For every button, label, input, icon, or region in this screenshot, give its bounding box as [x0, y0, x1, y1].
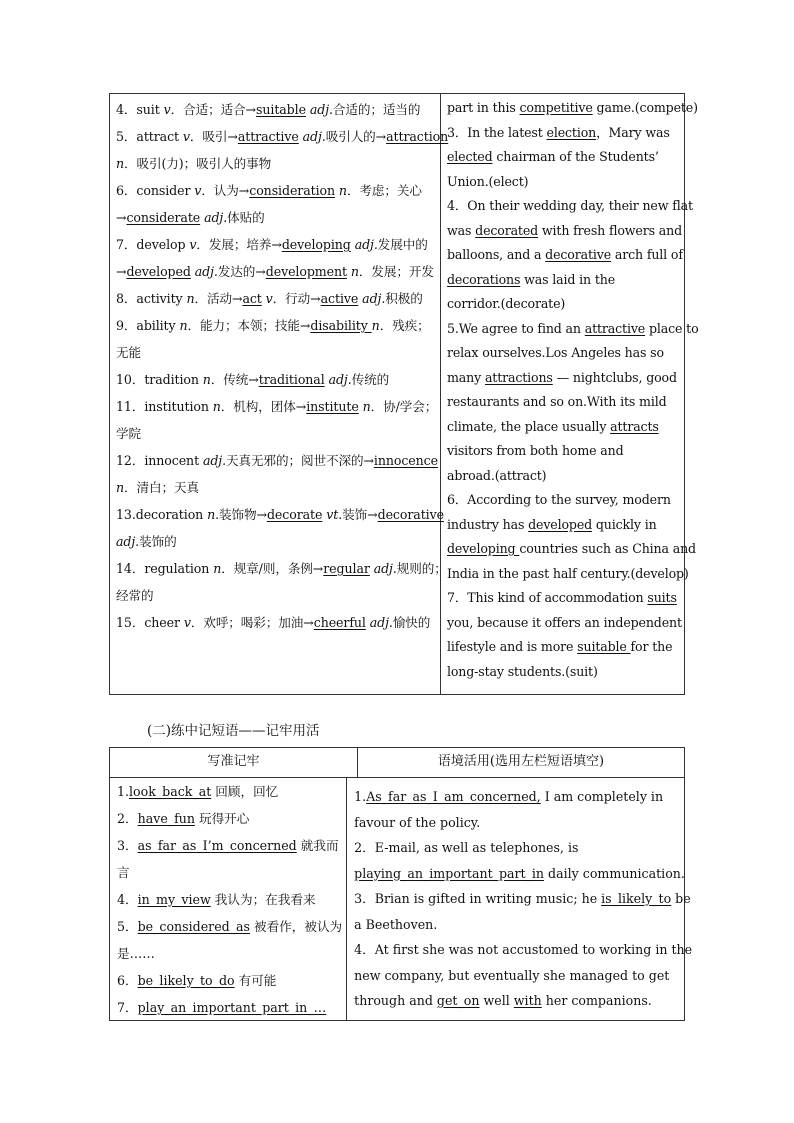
text-run: ．吸引(力)；吸引人的事物 [124, 156, 272, 171]
answer-blank: election [546, 124, 597, 140]
answer-blank: suits [647, 590, 677, 605]
text-line [354, 937, 692, 963]
text-run: n [371, 318, 380, 333]
text-run: adj. [194, 264, 218, 279]
text-run: 装饰→ [342, 507, 378, 522]
text-run: 5． [117, 919, 138, 934]
text-run: industry has [447, 516, 529, 532]
text-run: ．机构，团体→ [220, 399, 307, 414]
text-run: 发展中的 [377, 237, 428, 252]
text-line [116, 123, 449, 150]
text-run: ．规章/则，条例→ [221, 561, 324, 576]
text-line [447, 170, 699, 195]
text-line [354, 988, 692, 1014]
text-run: n [116, 156, 125, 171]
text-run: ．能力；本领；技能→ [187, 318, 311, 333]
phrase-right-column [347, 778, 698, 1021]
text-run: n [207, 507, 216, 522]
text-run: 11．institution [116, 399, 213, 414]
text-run: 13.decoration [116, 507, 208, 522]
answer-blank: with [513, 993, 542, 1008]
text-run: visitors from both home and [447, 443, 624, 458]
text-line [117, 940, 342, 967]
phrase-left-column [110, 778, 347, 1021]
text-run: 我认为；在我看来 [210, 892, 316, 907]
answer-blank: attraction [386, 129, 449, 144]
text-line [447, 341, 699, 366]
text-line [117, 832, 342, 859]
text-line [354, 886, 692, 912]
text-line [447, 219, 699, 244]
text-line [354, 784, 692, 810]
text-line [447, 390, 699, 415]
answer-blank: developing [281, 237, 351, 252]
text-line [116, 231, 436, 258]
text-line [117, 967, 342, 994]
text-run: ．残疾； [379, 318, 430, 333]
text-run: 7．This kind of accommodation [447, 590, 648, 605]
text-run: through and [354, 993, 437, 1008]
text-run: adj. [202, 453, 227, 468]
text-run: ．行动→ [272, 291, 321, 306]
text-run: adj. [302, 129, 326, 144]
text-line [447, 537, 699, 562]
phrase-table-header [110, 748, 684, 778]
answer-blank: innocence [373, 453, 438, 468]
answer-blank: developed [528, 516, 593, 532]
text-line [447, 513, 699, 538]
answer-blank: competitive [519, 100, 593, 115]
text-run: v [163, 102, 171, 117]
text-run: ．合适；适合→ [170, 102, 257, 117]
text-run: 装饰的 [139, 534, 177, 549]
answer-blank: decorative [377, 507, 444, 522]
answer-blank: have_fun [137, 811, 195, 826]
answer-blank: developing [447, 541, 520, 556]
text-line [117, 913, 342, 940]
text-run: long-stay students.(suit) [447, 663, 598, 679]
text-line [116, 609, 436, 636]
text-line [447, 317, 699, 342]
text-line [447, 586, 699, 611]
answer-blank: in_my_view [137, 892, 211, 907]
text-run: ．活动→ [194, 291, 243, 306]
text-line [116, 420, 436, 447]
text-run: 4．At first she was not accustomed to working in the [354, 942, 693, 957]
answer-blank: be_likely_to_do [137, 973, 235, 988]
text-run: relax ourselves.Los Angeles has so [447, 345, 664, 360]
text-run: 愉快的 [392, 615, 431, 630]
text-run: arch full of [611, 247, 683, 262]
vocab-right-column [441, 94, 703, 694]
text-run: 合适的；适当的 [332, 102, 421, 117]
text-run: 2．E-mail, as well as telephones, is [354, 840, 579, 855]
answer-blank: suitable [577, 639, 631, 654]
text-run: adj. [116, 534, 140, 549]
text-run: adj. [369, 615, 393, 630]
text-run: ．发展；开发 [358, 264, 434, 279]
text-run: 9．ability [116, 318, 180, 333]
text-run: 5.We agree to find an [447, 320, 585, 336]
answer-blank: decorate [266, 507, 323, 522]
answer-blank: disability [310, 318, 372, 333]
header-right: 语境活用(选用左栏短语填空) [437, 754, 605, 769]
text-line [447, 488, 699, 513]
text-line [447, 121, 699, 146]
text-run: corridor.(decorate) [447, 296, 566, 311]
answer-blank: is_likely_to [601, 891, 672, 906]
text-run: ．吸引→ [189, 129, 238, 144]
text-run: n [186, 291, 195, 306]
text-run: 体贴的 [227, 210, 265, 225]
text-line [116, 366, 436, 393]
text-run: favour of the policy. [354, 814, 481, 830]
text-line [354, 963, 692, 989]
text-run: 4．suit [116, 102, 164, 117]
text-run: 6．consider [116, 183, 195, 198]
text-run: 学院 [116, 426, 141, 441]
text-run: India in the past half century.(develop) [447, 565, 689, 581]
text-run: 14．regulation [116, 561, 214, 576]
answer-blank: development [265, 264, 347, 279]
text-line [116, 285, 436, 312]
text-run: 15．cheer [116, 615, 184, 630]
text-run: 1. [117, 784, 130, 799]
text-run: vt. [326, 507, 343, 522]
phrase-table [109, 747, 693, 1021]
text-run: ．协/学会； [370, 399, 438, 414]
answer-blank: traditional [258, 372, 325, 387]
text-run: n [338, 183, 347, 198]
text-run: 被看作，被认为 [249, 919, 343, 934]
text-run: 言 [117, 865, 130, 880]
text-run: Union.(elect) [447, 173, 529, 189]
text-run: restaurants and so on.With its mild [447, 394, 667, 409]
text-run: climate, the place usually [447, 418, 611, 434]
answer-blank: as_far_as_I’m_concerned [137, 838, 297, 853]
text-run: place to [645, 320, 699, 336]
text-run: v [265, 291, 273, 306]
text-run: v [183, 615, 191, 630]
text-run: n [213, 561, 222, 576]
vocab-table [109, 93, 699, 695]
text-line [447, 562, 699, 587]
text-run: 是…… [117, 946, 155, 961]
answer-blank: elected [447, 149, 493, 164]
text-run: 就我而 [296, 838, 339, 853]
text-line [447, 243, 699, 268]
text-line [117, 886, 342, 913]
text-line [447, 635, 699, 660]
text-line [116, 204, 436, 231]
text-line [116, 474, 436, 501]
text-run: 天真无邪的；阅世不深的→ [226, 453, 374, 468]
text-run: 积极的 [385, 291, 423, 306]
text-line [116, 555, 447, 582]
text-run: be [671, 891, 691, 906]
answer-blank: attracts [610, 418, 659, 434]
header-left: 写准记牢 [110, 748, 358, 777]
text-line [447, 464, 699, 489]
text-run: part in this [447, 100, 520, 115]
text-line [116, 150, 436, 177]
text-run: ，Mary was [596, 124, 670, 140]
text-run: 7．develop [116, 237, 190, 252]
text-run: n [362, 399, 371, 414]
text-line [117, 859, 342, 886]
text-run: her companions. [541, 993, 652, 1008]
text-run: ．发展；培养→ [196, 237, 282, 252]
text-run: new company, but eventually she managed to get [354, 967, 670, 983]
text-run: 12．innocent [116, 453, 203, 468]
phrase-table-body [110, 778, 693, 1021]
text-run: well [479, 993, 514, 1008]
text-run: 6．According to the survey, modern [447, 492, 671, 507]
text-line [447, 660, 699, 685]
text-run: — nightclubs, good [552, 369, 677, 385]
text-line [447, 96, 699, 121]
text-line [116, 528, 436, 555]
text-run: ．清白；天真 [124, 480, 199, 495]
text-run: daily communication. [544, 865, 685, 881]
text-run: 玩得开心 [194, 811, 250, 826]
text-run: many [447, 369, 485, 385]
text-run: ．欢呼；喝彩；加油→ [190, 615, 314, 630]
text-run: balloons, and a [447, 247, 546, 262]
text-run: n [179, 318, 188, 333]
text-run: 规则的； [396, 561, 447, 576]
text-run: v [189, 237, 197, 252]
text-line [116, 312, 436, 339]
text-run: adj. [362, 291, 386, 306]
text-run: chairman of the Students’ [492, 149, 659, 164]
answer-blank: decorations [447, 271, 521, 287]
answer-blank: cheerful [313, 615, 366, 630]
text-line [447, 292, 699, 317]
text-run: .装饰物→ [215, 507, 267, 522]
text-run: 3． [117, 838, 138, 853]
text-line [116, 258, 436, 285]
text-line [116, 582, 436, 609]
text-run: 4． [117, 892, 138, 907]
text-run: I am completely in [540, 789, 664, 804]
text-run: v [194, 183, 202, 198]
text-run: 4．On their wedding day, their new flat [447, 198, 693, 213]
text-run: adj. [328, 372, 352, 387]
text-run: with fresh flowers and [538, 222, 682, 238]
text-run: adj. [373, 561, 397, 576]
text-run: 无能 [116, 345, 141, 360]
answer-blank: attractive [584, 320, 646, 336]
answer-blank: attractions [484, 369, 553, 385]
text-line [117, 994, 342, 1021]
answer-blank: be_considered_as [137, 919, 250, 934]
answer-blank: developed [126, 264, 191, 279]
answer-blank: consideration [249, 183, 336, 198]
text-line [117, 805, 342, 832]
text-run: 6． [117, 973, 138, 988]
text-run: 8．activity [116, 291, 187, 306]
text-run: adj. [204, 210, 228, 225]
text-run: ．传统→ [210, 372, 259, 387]
text-run: lifestyle and is more [447, 639, 578, 654]
text-line [354, 810, 692, 836]
text-run: 有可能 [234, 973, 277, 988]
text-line [354, 835, 692, 861]
text-line [354, 861, 692, 887]
answer-blank: suitable [256, 102, 306, 117]
text-run: ．认为→ [201, 183, 250, 198]
text-run: abroad.(attract) [447, 467, 547, 483]
text-run: v [182, 129, 190, 144]
answer-blank: look_back_at [129, 784, 212, 799]
text-line [116, 447, 436, 474]
text-run: n [212, 399, 221, 414]
answer-blank: active [320, 291, 359, 306]
text-line [117, 778, 342, 805]
text-run: countries such as China and [519, 541, 696, 556]
text-run: → [116, 210, 127, 225]
answer-blank: playing_an_important_part_in [354, 865, 545, 881]
text-line [447, 439, 699, 464]
text-run: 3．Brian is gifted in writing music; he [354, 891, 602, 906]
text-run: a Beethoven. [354, 916, 438, 932]
text-line [116, 501, 444, 528]
text-run: for the [630, 639, 673, 654]
text-line [447, 194, 699, 219]
text-line [447, 145, 699, 170]
text-run: adj. [354, 237, 378, 252]
text-run: was [447, 222, 476, 238]
text-line [447, 366, 699, 391]
text-run: n [202, 372, 211, 387]
text-run: 5．attract [116, 129, 183, 144]
text-run: adj. [309, 102, 333, 117]
text-run: 经常的 [116, 588, 154, 603]
text-run: 10．tradition [116, 372, 203, 387]
text-line [116, 339, 436, 366]
text-run: 7． [117, 1000, 138, 1015]
text-run: 2． [117, 811, 138, 826]
answer-blank: institute [306, 399, 359, 414]
text-run: 3．In the latest [447, 124, 547, 140]
text-run: ．考虑；关心 [346, 183, 422, 198]
answer-blank: decorative [545, 247, 612, 262]
text-run: you, because it offers an independent [447, 614, 682, 630]
text-run: n [116, 480, 125, 495]
text-line [447, 268, 699, 293]
text-line [116, 177, 436, 204]
answer-blank: regular [323, 561, 370, 576]
text-run: 传统的 [351, 372, 390, 387]
answer-blank: act [242, 291, 262, 306]
text-run: n [350, 264, 359, 279]
text-run: 发达的→ [217, 264, 266, 279]
answer-blank: decorated [475, 222, 539, 238]
text-line [354, 912, 692, 938]
text-run: was laid in the [520, 271, 616, 287]
answer-blank: get_on [436, 993, 480, 1008]
text-line [116, 96, 436, 123]
section-title: (二)练中记短语——记牢用活 [147, 723, 320, 739]
text-run: quickly in [592, 516, 657, 532]
answer-blank: play_an_important_part_in_… [137, 1000, 327, 1015]
text-line [447, 611, 699, 636]
text-line [447, 415, 699, 440]
text-run: 回顾，回忆 [211, 784, 279, 799]
text-run: 吸引人的→ [325, 129, 387, 144]
text-run: game.(compete) [592, 100, 698, 115]
text-run: → [116, 264, 127, 279]
text-line [116, 393, 436, 420]
answer-blank: considerate [126, 210, 201, 225]
vocab-left-column [110, 94, 449, 694]
answer-blank: attractive [237, 129, 299, 144]
text-run: 1. [354, 789, 367, 804]
answer-blank: As_far_as_I_am_concerned, [366, 789, 541, 804]
